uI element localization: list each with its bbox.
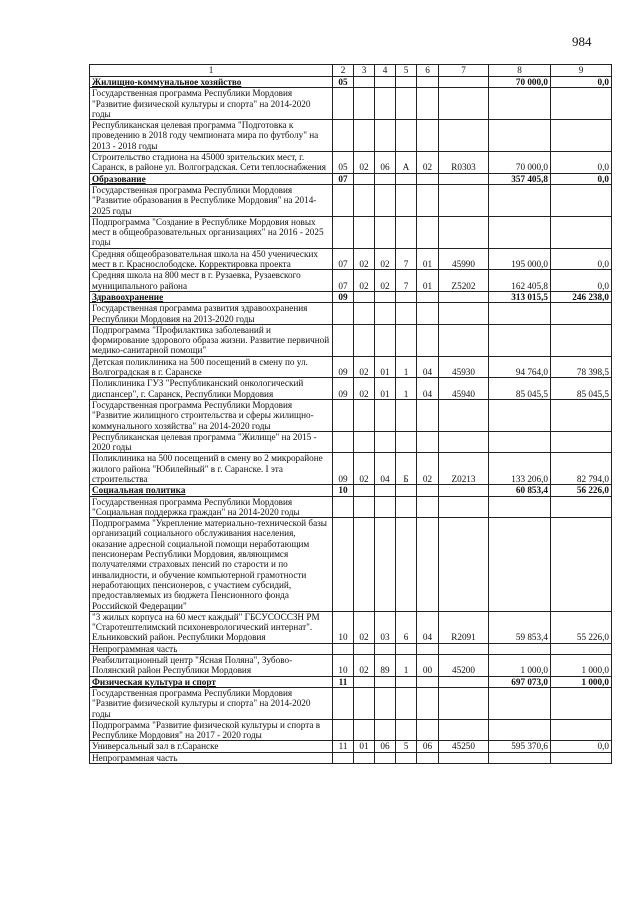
subprogram-code-cell <box>396 687 417 719</box>
subsection-code-cell: 02 <box>354 453 375 485</box>
program-code-cell: 06 <box>375 152 396 174</box>
expense-code-cell: 45930 <box>439 356 489 378</box>
amount-total-cell <box>489 184 551 216</box>
section-code-cell: 05 <box>333 77 354 88</box>
program-code-cell <box>375 184 396 216</box>
direction-code-cell <box>417 496 439 518</box>
table-row <box>90 611 612 643</box>
amount-total-cell: 133 206,0 <box>489 453 551 485</box>
program-code-cell <box>375 324 396 356</box>
expense-code-cell <box>439 643 489 654</box>
subprogram-code-cell <box>396 303 417 325</box>
amount-federal-cell <box>551 752 612 763</box>
expense-code-cell: 45250 <box>439 741 489 752</box>
section-code-cell <box>333 88 354 120</box>
table-row <box>90 518 612 612</box>
table-row <box>90 120 612 152</box>
section-code-cell <box>333 303 354 325</box>
section-code-cell: 09 <box>333 378 354 400</box>
program-code-cell <box>375 88 396 120</box>
subsection-code-cell: 02 <box>354 152 375 174</box>
expense-code-cell: 45990 <box>439 248 489 270</box>
section-code-cell: 09 <box>333 453 354 485</box>
table-row <box>90 378 612 400</box>
direction-code-cell: 04 <box>417 356 439 378</box>
program-code-cell <box>375 643 396 654</box>
amount-federal-cell <box>551 184 612 216</box>
program-code-cell <box>375 291 396 302</box>
amount-total-cell: 162 405,8 <box>489 270 551 292</box>
section-code-cell <box>333 687 354 719</box>
column-header: 1 <box>90 65 333 77</box>
column-header: 4 <box>375 65 396 77</box>
subprogram-code-cell: 1 <box>396 378 417 400</box>
program-code-cell <box>375 431 396 453</box>
expense-code-cell: Z5202 <box>439 270 489 292</box>
direction-code-cell: 04 <box>417 611 439 643</box>
amount-federal-cell <box>551 399 612 431</box>
item-name-cell: Государственная программа Республики Мордовия "Развитие физической культуры и спорта" на 2014-2020 годы <box>90 88 333 120</box>
table-row <box>90 453 612 485</box>
amount-federal-cell <box>551 431 612 453</box>
table-row <box>90 184 612 216</box>
subsection-code-cell: 02 <box>354 356 375 378</box>
item-name-cell: Непрограммная часть <box>90 643 333 654</box>
subprogram-code-cell <box>396 643 417 654</box>
section-code-cell <box>333 752 354 763</box>
amount-federal-cell: 0,0 <box>551 152 612 174</box>
subsection-code-cell <box>354 687 375 719</box>
amount-total-cell: 94 764,0 <box>489 356 551 378</box>
subprogram-code-cell <box>396 518 417 612</box>
subprogram-code-cell <box>396 676 417 687</box>
amount-total-cell <box>489 431 551 453</box>
direction-code-cell <box>417 303 439 325</box>
direction-code-cell <box>417 216 439 248</box>
section-code-cell: 10 <box>333 655 354 677</box>
program-code-cell: 02 <box>375 248 396 270</box>
program-code-cell: 04 <box>375 453 396 485</box>
item-name-cell: Физическая культура и спорт <box>90 676 333 687</box>
expense-code-cell <box>439 518 489 612</box>
section-code-cell <box>333 184 354 216</box>
amount-federal-cell <box>551 120 612 152</box>
subprogram-code-cell: А <box>396 152 417 174</box>
column-header: 2 <box>333 65 354 77</box>
direction-code-cell: 01 <box>417 248 439 270</box>
amount-total-cell: 195 000,0 <box>489 248 551 270</box>
item-name-cell: Социальная политика <box>90 485 333 496</box>
table-row <box>90 496 612 518</box>
table-row <box>90 88 612 120</box>
subprogram-code-cell <box>396 77 417 88</box>
direction-code-cell <box>417 485 439 496</box>
subsection-code-cell <box>354 399 375 431</box>
subsection-code-cell <box>354 676 375 687</box>
amount-federal-cell: 55 226,0 <box>551 611 612 643</box>
amount-total-cell: 357 405,8 <box>489 173 551 184</box>
page-number: 984 <box>572 34 592 49</box>
subsection-code-cell <box>354 77 375 88</box>
table-row <box>90 431 612 453</box>
amount-federal-cell <box>551 216 612 248</box>
subsection-code-cell <box>354 719 375 741</box>
section-code-cell <box>333 324 354 356</box>
subsection-code-cell <box>354 216 375 248</box>
subprogram-code-cell <box>396 719 417 741</box>
amount-federal-cell: 0,0 <box>551 270 612 292</box>
section-row <box>90 77 612 88</box>
amount-total-cell <box>489 324 551 356</box>
direction-code-cell <box>417 676 439 687</box>
table-row <box>90 752 612 763</box>
table-row <box>90 216 612 248</box>
subsection-code-cell: 01 <box>354 741 375 752</box>
table-row <box>90 356 612 378</box>
section-code-cell <box>333 643 354 654</box>
amount-federal-cell: 1 000,0 <box>551 655 612 677</box>
expense-code-cell <box>439 120 489 152</box>
expense-code-cell <box>439 77 489 88</box>
expense-code-cell: Z0213 <box>439 453 489 485</box>
column-header: 8 <box>489 65 551 77</box>
subprogram-code-cell <box>396 173 417 184</box>
section-code-cell: 07 <box>333 248 354 270</box>
table-row <box>90 324 612 356</box>
table-body <box>90 77 612 764</box>
expense-code-cell <box>439 676 489 687</box>
direction-code-cell: 04 <box>417 378 439 400</box>
amount-total-cell <box>489 88 551 120</box>
item-name-cell: Здравоохранение <box>90 291 333 302</box>
program-code-cell <box>375 752 396 763</box>
subprogram-code-cell <box>396 216 417 248</box>
table-row <box>90 655 612 677</box>
amount-federal-cell <box>551 496 612 518</box>
item-name-cell: Государственная программа Республики Мордовия "Развитие образования в Республике Мордовия" на 2014-2025 годы <box>90 184 333 216</box>
direction-code-cell <box>417 518 439 612</box>
section-code-cell: 07 <box>333 270 354 292</box>
amount-federal-cell: 0,0 <box>551 173 612 184</box>
direction-code-cell <box>417 173 439 184</box>
program-code-cell <box>375 676 396 687</box>
amount-total-cell <box>489 643 551 654</box>
amount-total-cell <box>489 120 551 152</box>
amount-federal-cell: 85 045,5 <box>551 378 612 400</box>
amount-total-cell <box>489 752 551 763</box>
direction-code-cell: 02 <box>417 453 439 485</box>
expense-code-cell <box>439 324 489 356</box>
amount-total-cell <box>489 303 551 325</box>
amount-federal-cell: 0,0 <box>551 77 612 88</box>
section-code-cell: 11 <box>333 676 354 687</box>
subsection-code-cell <box>354 303 375 325</box>
item-name-cell: Подпрограмма "Профилактика заболеваний и формирование здорового образа жизни. Развитие первичной медико-санитарной помощи" <box>90 324 333 356</box>
subsection-code-cell <box>354 120 375 152</box>
section-row <box>90 485 612 496</box>
program-code-cell: 89 <box>375 655 396 677</box>
table-row <box>90 152 612 174</box>
item-name-cell: Средняя общеобразовательная школа на 450 ученических мест в г. Краснослободске. Корректировка проекта <box>90 248 333 270</box>
item-name-cell: Поликлиника на 500 посещений в смену во 2 микрорайоне жилого района "Юбилейный" в г. Саранске. I эта строительства <box>90 453 333 485</box>
item-name-cell: "3 жилых корпуса на 60 мест каждый" ГБСУСОССЗН РМ "Старотештелимский психоневрологический интернат". Ельниковский район. Республики Мордовия <box>90 611 333 643</box>
budget-table <box>89 64 612 764</box>
amount-federal-cell <box>551 643 612 654</box>
subprogram-code-cell: 7 <box>396 248 417 270</box>
section-code-cell: 07 <box>333 173 354 184</box>
program-code-cell <box>375 303 396 325</box>
program-code-cell: 03 <box>375 611 396 643</box>
direction-code-cell <box>417 184 439 216</box>
subprogram-code-cell: 1 <box>396 356 417 378</box>
item-name-cell: Строительство стадиона на 45000 зрительских мест, г. Саранск, в районе ул. Волгоградская. Сети теплоснабжения <box>90 152 333 174</box>
direction-code-cell <box>417 77 439 88</box>
expense-code-cell <box>439 216 489 248</box>
section-code-cell: 11 <box>333 741 354 752</box>
expense-code-cell <box>439 496 489 518</box>
amount-total-cell: 60 853,4 <box>489 485 551 496</box>
section-code-cell <box>333 431 354 453</box>
amount-total-cell: 1 000,0 <box>489 655 551 677</box>
program-code-cell <box>375 77 396 88</box>
expense-code-cell: 45940 <box>439 378 489 400</box>
program-code-cell <box>375 399 396 431</box>
expense-code-cell <box>439 399 489 431</box>
program-code-cell: 06 <box>375 741 396 752</box>
subsection-code-cell <box>354 496 375 518</box>
expense-code-cell <box>439 687 489 719</box>
amount-federal-cell: 56 226,0 <box>551 485 612 496</box>
direction-code-cell: 06 <box>417 741 439 752</box>
subprogram-code-cell: 1 <box>396 655 417 677</box>
subsection-code-cell <box>354 291 375 302</box>
subsection-code-cell <box>354 485 375 496</box>
item-name-cell: Подпрограмма "Создание в Республике Мордовия новых мест в общеобразовательных организациях" на 2016 - 2025 годы <box>90 216 333 248</box>
direction-code-cell <box>417 399 439 431</box>
item-name-cell: Республиканская целевая программа "Жилище" на 2015 - 2020 годы <box>90 431 333 453</box>
subsection-code-cell: 02 <box>354 270 375 292</box>
amount-federal-cell <box>551 88 612 120</box>
expense-code-cell: 45200 <box>439 655 489 677</box>
amount-total-cell <box>489 719 551 741</box>
item-name-cell: Образование <box>90 173 333 184</box>
subsection-code-cell <box>354 752 375 763</box>
expense-code-cell <box>439 184 489 216</box>
subprogram-code-cell <box>396 120 417 152</box>
item-name-cell: Государственная программа развития здравоохранения Республики Мордовия на 2013-2020 годы <box>90 303 333 325</box>
amount-total-cell <box>489 399 551 431</box>
subsection-code-cell <box>354 324 375 356</box>
item-name-cell: Средняя школа на 800 мест в г. Рузаевка, Рузаевского муниципального района <box>90 270 333 292</box>
amount-federal-cell: 1 000,0 <box>551 676 612 687</box>
amount-federal-cell <box>551 303 612 325</box>
direction-code-cell <box>417 719 439 741</box>
item-name-cell: Непрограммная часть <box>90 752 333 763</box>
item-name-cell: Универсальный зал в г.Саранске <box>90 741 333 752</box>
program-code-cell <box>375 173 396 184</box>
program-code-cell: 01 <box>375 356 396 378</box>
subprogram-code-cell <box>396 485 417 496</box>
program-code-cell <box>375 518 396 612</box>
subsection-code-cell: 02 <box>354 611 375 643</box>
expense-code-cell <box>439 719 489 741</box>
amount-federal-cell <box>551 687 612 719</box>
section-code-cell <box>333 120 354 152</box>
section-code-cell <box>333 216 354 248</box>
amount-total-cell <box>489 687 551 719</box>
table-row <box>90 270 612 292</box>
program-code-cell <box>375 485 396 496</box>
direction-code-cell <box>417 324 439 356</box>
amount-total-cell <box>489 216 551 248</box>
direction-code-cell <box>417 687 439 719</box>
item-name-cell: Государственная программа Республики Мордовия "Развитие жилищного строительства и сферы жилищно-коммунального хозяйства" на 2014-2020 годы <box>90 399 333 431</box>
expense-code-cell: R0303 <box>439 152 489 174</box>
subprogram-code-cell <box>396 291 417 302</box>
subprogram-code-cell <box>396 184 417 216</box>
section-code-cell: 10 <box>333 485 354 496</box>
subprogram-code-cell <box>396 399 417 431</box>
amount-total-cell: 70 000,0 <box>489 77 551 88</box>
subprogram-code-cell <box>396 88 417 120</box>
program-code-cell <box>375 120 396 152</box>
amount-total-cell: 313 015,5 <box>489 291 551 302</box>
amount-federal-cell <box>551 518 612 612</box>
amount-federal-cell: 0,0 <box>551 248 612 270</box>
section-code-cell <box>333 518 354 612</box>
program-code-cell: 02 <box>375 270 396 292</box>
direction-code-cell: 00 <box>417 655 439 677</box>
direction-code-cell <box>417 291 439 302</box>
subprogram-code-cell: 6 <box>396 611 417 643</box>
expense-code-cell <box>439 303 489 325</box>
expense-code-cell <box>439 88 489 120</box>
amount-total-cell: 59 853,4 <box>489 611 551 643</box>
table-row <box>90 303 612 325</box>
item-name-cell: Реабилитационный центр "Ясная Поляна", Зубово-Полянский район Республики Мордовия <box>90 655 333 677</box>
amount-total-cell <box>489 518 551 612</box>
direction-code-cell <box>417 752 439 763</box>
expense-code-cell: R2091 <box>439 611 489 643</box>
amount-federal-cell: 82 794,0 <box>551 453 612 485</box>
item-name-cell: Республиканская целевая программа "Подготовка к проведению в 2018 году чемпионата мира по футболу" на 2013 - 2018 годы <box>90 120 333 152</box>
subsection-code-cell <box>354 518 375 612</box>
column-header: 3 <box>354 65 375 77</box>
subprogram-code-cell: Б <box>396 453 417 485</box>
section-code-cell: 09 <box>333 291 354 302</box>
subprogram-code-cell <box>396 324 417 356</box>
table-row <box>90 687 612 719</box>
item-name-cell: Подпрограмма "Развитие физической культуры и спорта в Республике Мордовия" на 2017 - 2020 годы <box>90 719 333 741</box>
table-row <box>90 643 612 654</box>
subprogram-code-cell: 7 <box>396 270 417 292</box>
direction-code-cell <box>417 120 439 152</box>
subsection-code-cell: 02 <box>354 248 375 270</box>
expense-code-cell <box>439 291 489 302</box>
section-row <box>90 676 612 687</box>
amount-federal-cell: 0,0 <box>551 741 612 752</box>
expense-code-cell <box>439 752 489 763</box>
direction-code-cell <box>417 88 439 120</box>
table-row <box>90 248 612 270</box>
subsection-code-cell <box>354 643 375 654</box>
section-row <box>90 173 612 184</box>
subsection-code-cell <box>354 184 375 216</box>
section-code-cell <box>333 719 354 741</box>
item-name-cell: Подпрограмма "Укрепление материально-технической базы организаций социального обслуживания населения, оказание адресной социальной помощи неработающим пенсионерам Республики Мордовия, являющимся получателями страховых пенсий по старости и по инвалидности, и обучение компьютерной грамотности неработающих пенсионеров, с участием субсидий, предоставляемых из бюджета Пенсионного фонда Российской Федерации" <box>90 518 333 612</box>
section-code-cell <box>333 399 354 431</box>
subsection-code-cell: 02 <box>354 378 375 400</box>
program-code-cell <box>375 719 396 741</box>
program-code-cell: 01 <box>375 378 396 400</box>
program-code-cell <box>375 687 396 719</box>
table-header-row <box>90 65 612 77</box>
amount-federal-cell: 246 238,0 <box>551 291 612 302</box>
column-header: 9 <box>551 65 612 77</box>
subprogram-code-cell: 5 <box>396 741 417 752</box>
table-row <box>90 719 612 741</box>
item-name-cell: Детская поликлиника на 500 посещений в смену по ул. Волгоградская в г. Саранске <box>90 356 333 378</box>
section-code-cell: 05 <box>333 152 354 174</box>
amount-total-cell: 85 045,5 <box>489 378 551 400</box>
table-row <box>90 399 612 431</box>
amount-federal-cell <box>551 719 612 741</box>
subsection-code-cell <box>354 431 375 453</box>
subprogram-code-cell <box>396 431 417 453</box>
subprogram-code-cell <box>396 752 417 763</box>
program-code-cell <box>375 216 396 248</box>
amount-total-cell: 70 000,0 <box>489 152 551 174</box>
section-code-cell: 10 <box>333 611 354 643</box>
expense-code-cell <box>439 173 489 184</box>
subsection-code-cell <box>354 173 375 184</box>
expense-code-cell <box>439 485 489 496</box>
direction-code-cell: 01 <box>417 270 439 292</box>
amount-total-cell: 697 073,0 <box>489 676 551 687</box>
item-name-cell: Государственная программа Республики Мордовия "Социальная поддержка граждан" на 2014-2020 годы <box>90 496 333 518</box>
subsection-code-cell <box>354 88 375 120</box>
table-row <box>90 741 612 752</box>
item-name-cell: Поликлиника ГУЗ "Республиканский онкологический диспансер", г. Саранск, Республики Мордовия <box>90 378 333 400</box>
amount-total-cell: 595 370,6 <box>489 741 551 752</box>
subsection-code-cell: 02 <box>354 655 375 677</box>
column-header: 6 <box>417 65 439 77</box>
section-code-cell: 09 <box>333 356 354 378</box>
expense-code-cell <box>439 431 489 453</box>
amount-total-cell <box>489 496 551 518</box>
amount-federal-cell: 78 398,5 <box>551 356 612 378</box>
direction-code-cell <box>417 643 439 654</box>
column-header: 5 <box>396 65 417 77</box>
direction-code-cell <box>417 431 439 453</box>
direction-code-cell: 02 <box>417 152 439 174</box>
section-row <box>90 291 612 302</box>
section-code-cell <box>333 496 354 518</box>
item-name-cell: Государственная программа Республики Мордовия "Развитие физической культуры и спорта" на 2014-2020 годы <box>90 687 333 719</box>
column-header: 7 <box>439 65 489 77</box>
program-code-cell <box>375 496 396 518</box>
item-name-cell: Жилищно-коммунальное хозяйство <box>90 77 333 88</box>
subprogram-code-cell <box>396 496 417 518</box>
amount-federal-cell <box>551 324 612 356</box>
